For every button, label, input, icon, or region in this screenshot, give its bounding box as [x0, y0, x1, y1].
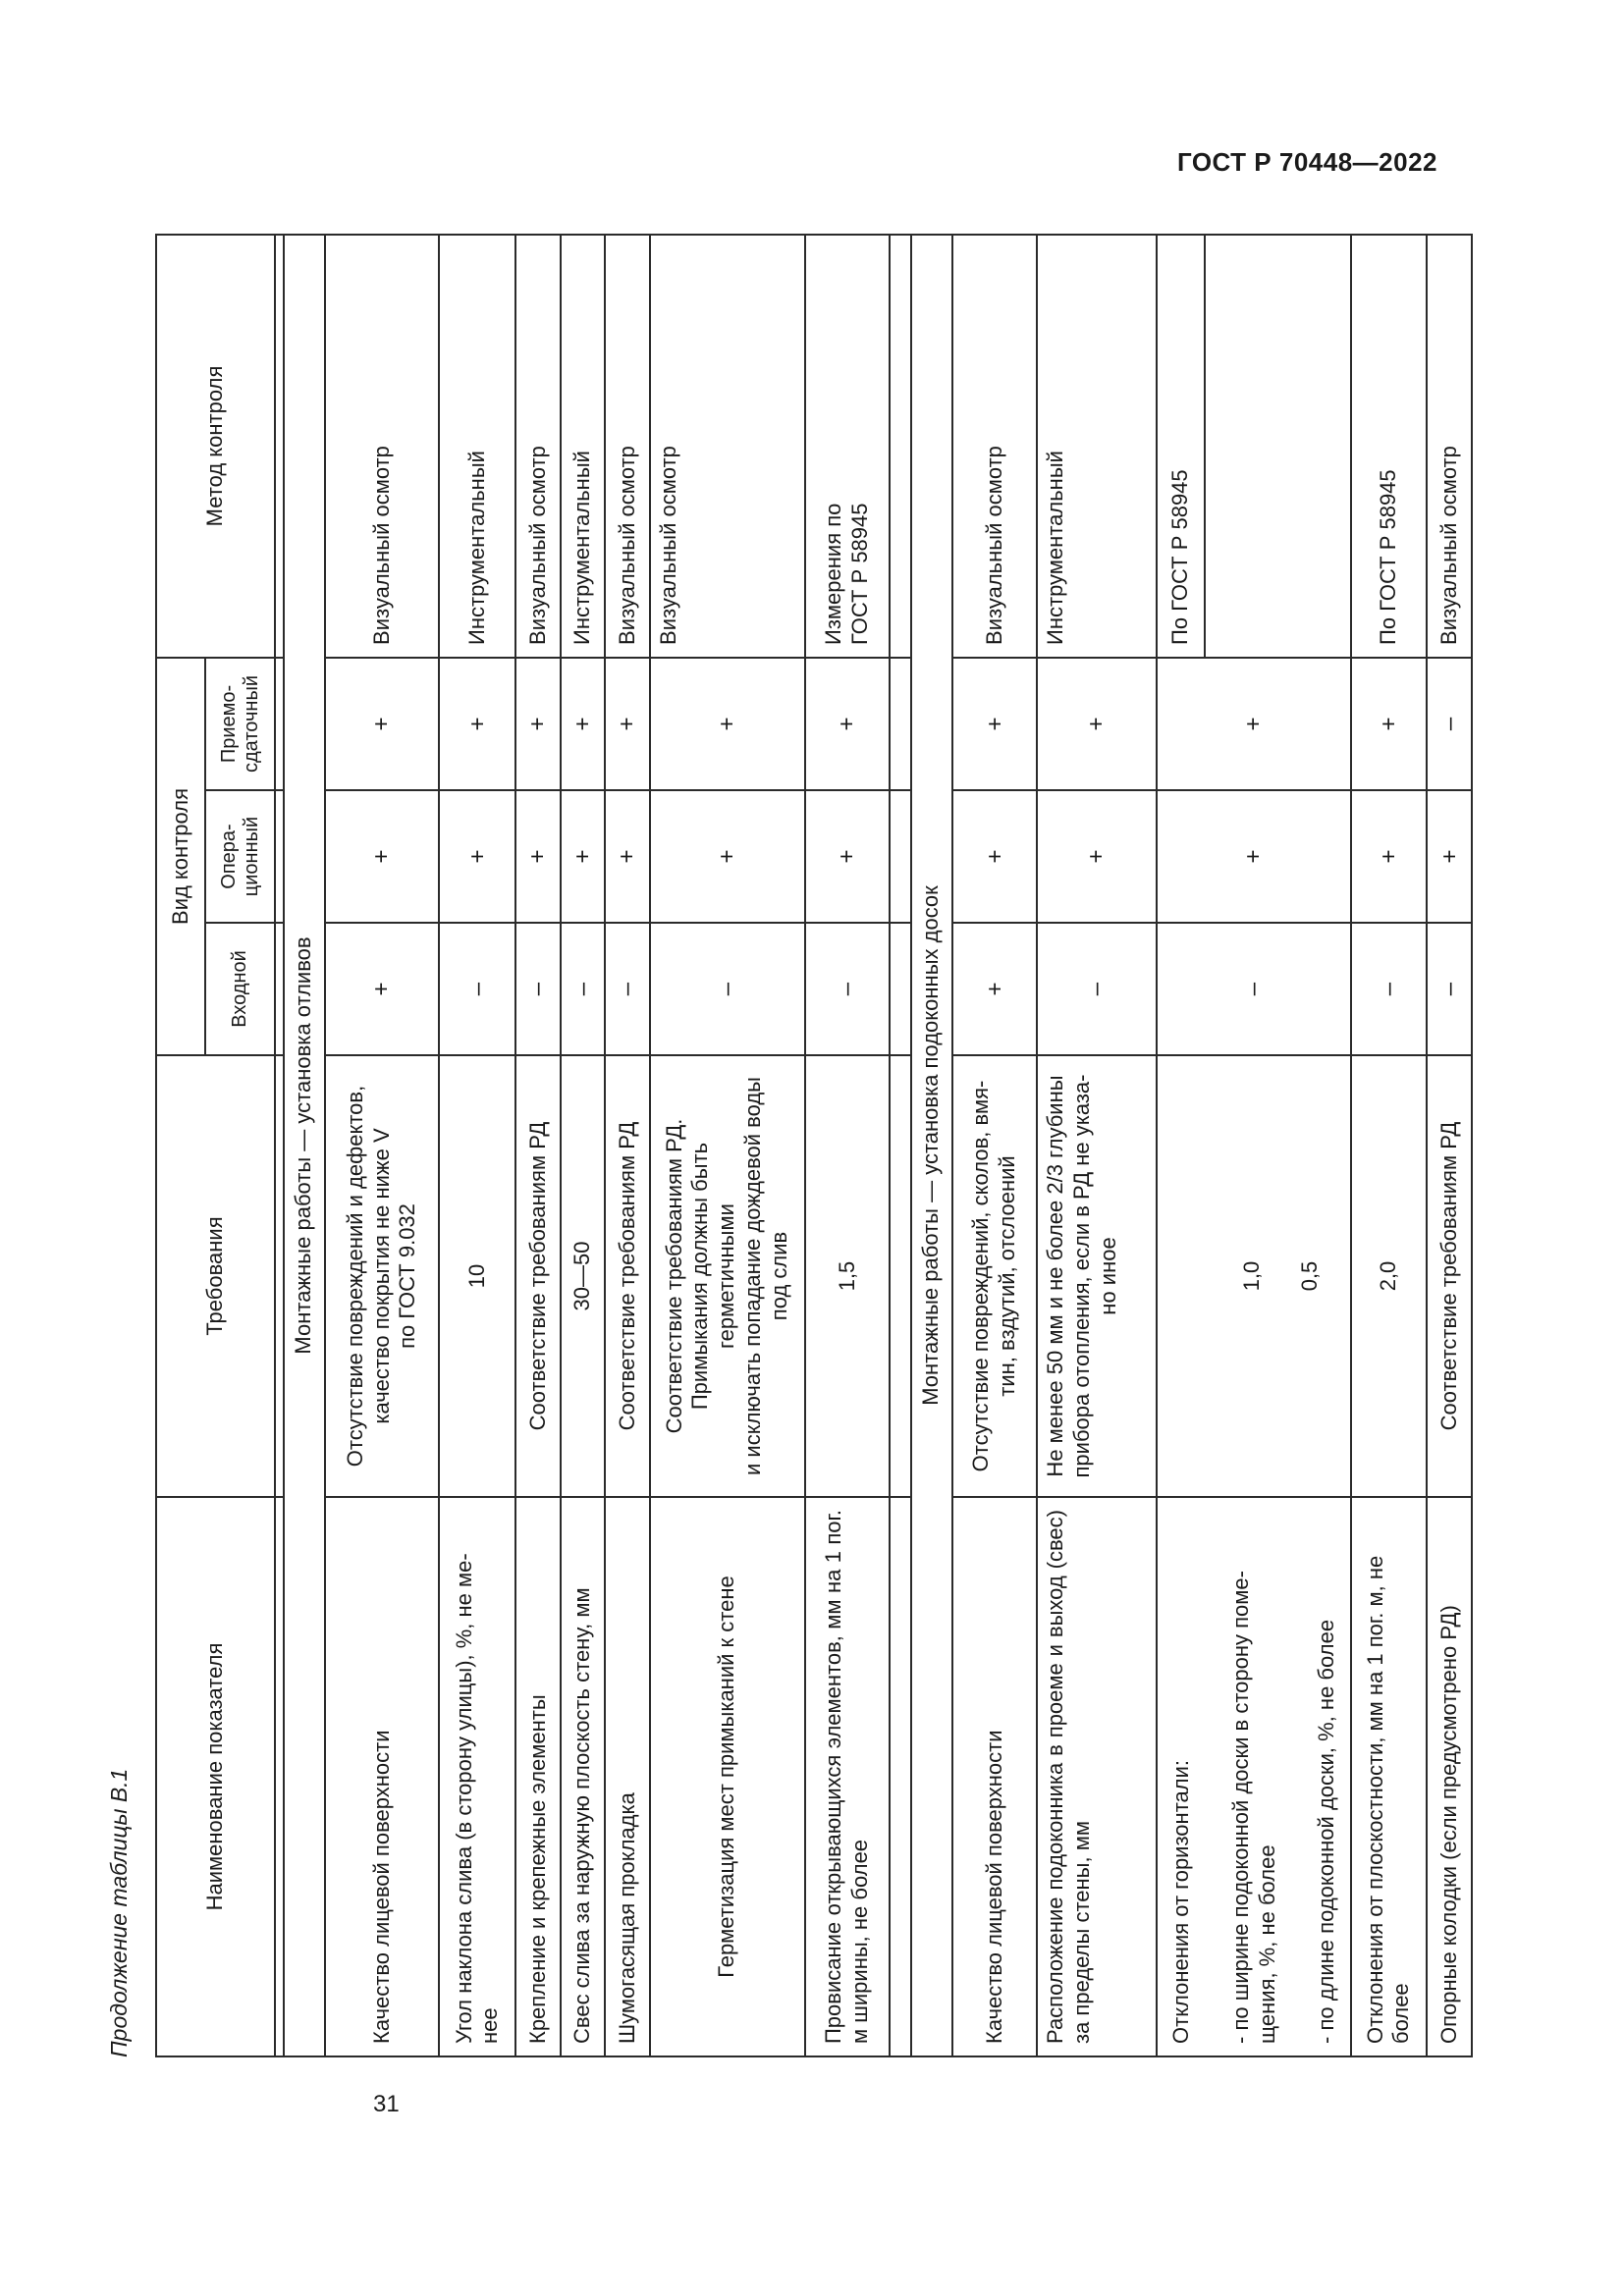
col-header-name: Наименование показателя	[156, 1497, 275, 2056]
cell-requirement: Соответствие требованиям РД	[605, 1055, 649, 1497]
cell-operational: +	[1037, 790, 1156, 923]
standard-header: ГОСТ Р 70448—2022	[1176, 147, 1437, 177]
cell-operational: +	[952, 790, 1038, 923]
cell-method: Визуальный осмотр	[952, 235, 1038, 658]
cell-operational: +	[515, 790, 560, 923]
cell-incoming: –	[515, 923, 560, 1055]
cell-method: Инструментальный	[561, 235, 605, 658]
table-row	[325, 235, 440, 2056]
cell-incoming: +	[325, 923, 440, 1055]
cell-requirement: 0,5	[1297, 1260, 1323, 1292]
cell-name: Крепление и крепежные элементы	[515, 1497, 560, 2056]
cell-acceptance: +	[805, 658, 891, 790]
cell-requirement: Соответствие требованиям РД	[515, 1055, 560, 1497]
cell-name: Отклонения от плоскостности, мм на 1 пог. м, не более	[1351, 1497, 1428, 2056]
cell-method: Визуальный осмотр	[605, 235, 649, 658]
cell-acceptance: –	[1427, 658, 1472, 790]
cell-operational: +	[1351, 790, 1428, 923]
cell-operational: +	[325, 790, 440, 923]
cell-requirement: 1,0	[1239, 1260, 1265, 1292]
cell-name: Качество лицевой поверхности	[952, 1497, 1038, 2056]
table-row	[952, 235, 1038, 2056]
table-row	[805, 235, 891, 2056]
cell-requirement: Соответствие требованиям РД	[1427, 1055, 1472, 1497]
cell-method: Визуальный осмотр	[515, 235, 560, 658]
table-row	[1351, 235, 1428, 2056]
cell-name: Расположение подоконника в проеме и выход (свес) за пределы стены, мм	[1037, 1497, 1156, 2056]
table-row	[1037, 235, 1156, 2056]
cell-acceptance: +	[515, 658, 560, 790]
cell-operational: +	[650, 790, 805, 923]
cell-requirement: 30—50	[561, 1055, 605, 1497]
cell-method-empty	[1205, 235, 1350, 658]
section-row	[911, 235, 952, 2056]
table-row	[561, 235, 605, 2056]
col-header-requirements: Требования	[156, 1055, 275, 1497]
cell-method: Инструментальный	[439, 235, 515, 658]
cell-requirement: 1,5	[805, 1055, 891, 1497]
cell-acceptance: +	[1037, 658, 1156, 790]
cell-name: Свес слива за наружную плоскость стену, мм	[561, 1497, 605, 2056]
cell-name: Отклонения от горизонтали:	[1157, 1497, 1206, 2056]
cell-requirement: Соответствие требованиям РД. Примыкания должны быть герметичными и исключать попадание дождевой воды под слив	[650, 1055, 805, 1497]
cell-name: Угол наклона слива (в сторону улицы), %, не ме- нее	[439, 1497, 515, 2056]
col-header-operational: Опера- ционный	[205, 790, 275, 923]
section-title-drip: Монтажные работы — установка отливов	[284, 235, 325, 2056]
table-row	[515, 235, 560, 2056]
cell-incoming: –	[605, 923, 649, 1055]
cell-acceptance: +	[1351, 658, 1428, 790]
cell-operational: +	[1157, 790, 1351, 923]
cell-name: Качество лицевой поверхности	[325, 1497, 440, 2056]
table-spacer	[275, 235, 284, 2056]
cell-name: Опорные колодки (если предусмотрено РД)	[1427, 1497, 1472, 2056]
table-row	[439, 235, 515, 2056]
table-row	[650, 235, 805, 2056]
col-header-control-type: Вид контроля	[156, 658, 205, 1055]
cell-operational: +	[605, 790, 649, 923]
cell-incoming: –	[1037, 923, 1156, 1055]
cell-method: Инструментальный	[1037, 235, 1156, 658]
cell-requirement-group	[1157, 1055, 1351, 1497]
cell-incoming: –	[1351, 923, 1428, 1055]
table-row	[1427, 235, 1472, 2056]
header-row	[156, 235, 205, 2056]
cell-acceptance: +	[605, 658, 649, 790]
cell-operational: +	[561, 790, 605, 923]
cell-method: По ГОСТ Р 58945	[1351, 235, 1428, 658]
cell-incoming: –	[1427, 923, 1472, 1055]
cell-acceptance: +	[561, 658, 605, 790]
cell-operational: +	[805, 790, 891, 923]
cell-incoming: –	[1157, 923, 1351, 1055]
cell-name: Провисание открывающихся элементов, мм на 1 пог. м ширины, не более	[805, 1497, 891, 2056]
cell-name: - по длине подоконной доски, %, не более	[1304, 1497, 1351, 2056]
cell-name: Шумогасящая прокладка	[605, 1497, 649, 2056]
cell-acceptance: +	[952, 658, 1038, 790]
cell-incoming: –	[805, 923, 891, 1055]
col-header-method: Метод контроля	[156, 235, 275, 658]
cell-requirement: Отсутствие повреждений и дефектов, качество покрытия не ниже V по ГОСТ 9.032	[325, 1055, 440, 1497]
cell-operational: +	[439, 790, 515, 923]
cell-acceptance: +	[650, 658, 805, 790]
col-header-incoming: Входной	[205, 923, 275, 1055]
table-row	[1157, 235, 1206, 2056]
cell-acceptance: +	[325, 658, 440, 790]
cell-method: По ГОСТ Р 58945	[1157, 235, 1206, 658]
cell-method: Визуальный осмотр	[325, 235, 440, 658]
col-header-acceptance: Приемо- сдаточный	[205, 658, 275, 790]
section-title-sill: Монтажные работы — установка подоконных досок	[911, 235, 952, 2056]
cell-method: Визуальный осмотр	[1427, 235, 1472, 658]
cell-incoming: –	[439, 923, 515, 1055]
cell-method: Визуальный осмотр	[650, 235, 805, 658]
cell-name: - по ширине подоконной доски в сторону поме- щения, %, не более	[1205, 1497, 1304, 2056]
cell-incoming: –	[650, 923, 805, 1055]
rotated-table-page	[98, 232, 1473, 2057]
cell-acceptance: +	[1157, 658, 1351, 790]
table-spacer	[890, 235, 911, 2056]
control-table	[155, 234, 1473, 2057]
cell-requirement: 2,0	[1351, 1055, 1428, 1497]
cell-requirement: Не менее 50 мм и не более 2/3 глубины прибора отопления, если в РД не указа- но иное	[1037, 1055, 1156, 1497]
cell-acceptance: +	[439, 658, 515, 790]
cell-incoming: –	[561, 923, 605, 1055]
table-caption: Продолжение таблицы В.1	[106, 1768, 132, 2057]
cell-requirement: Отсутствие повреждений, сколов, вмя- тин, вздутий, отслоений	[952, 1055, 1038, 1497]
cell-incoming: +	[952, 923, 1038, 1055]
table-row	[605, 235, 649, 2056]
cell-method: Измерения по ГОСТ Р 58945	[805, 235, 891, 658]
cell-operational: +	[1427, 790, 1472, 923]
cell-name: Герметизация мест примыканий к стене	[650, 1497, 805, 2056]
page-number: 31	[373, 2091, 400, 2117]
section-row	[284, 235, 325, 2056]
cell-requirement: 10	[439, 1055, 515, 1497]
